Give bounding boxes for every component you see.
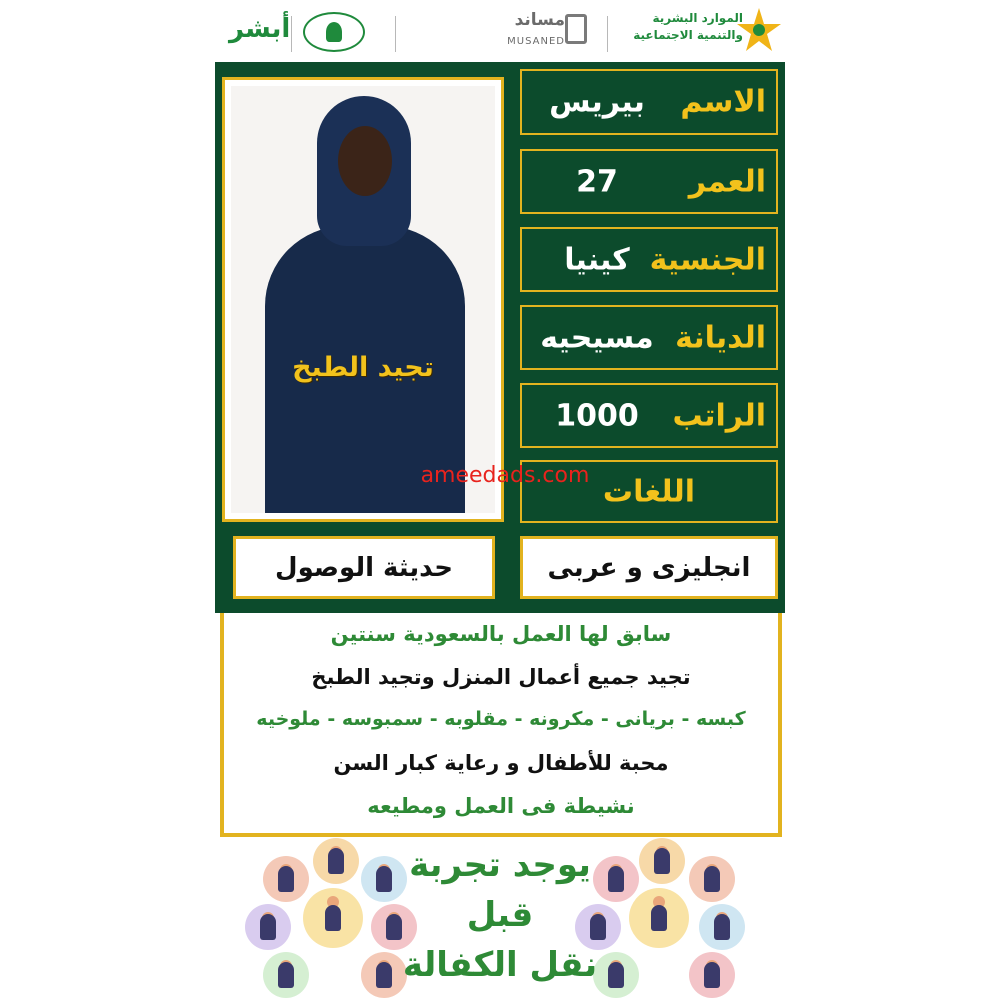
worker-photo	[222, 77, 504, 522]
header-divider	[291, 16, 292, 52]
info-panel	[215, 62, 785, 613]
name-value: بيريس	[549, 84, 645, 120]
worker-card	[215, 0, 785, 1000]
musaned-logo: مساند MUSANED	[507, 10, 565, 47]
musaned-house-icon	[565, 14, 587, 44]
maid-illustration-icon	[689, 952, 735, 998]
languages-value-box	[520, 536, 778, 599]
salary-value: 1000	[555, 398, 639, 433]
religion-value: مسيحيه	[540, 320, 654, 355]
absher-logo: أبشر	[229, 14, 291, 44]
arrival-status-box	[233, 536, 495, 599]
nationality-field	[520, 227, 778, 292]
nationality-label: الجنسية	[649, 242, 766, 277]
watermark: ameedads.com	[420, 463, 590, 488]
experience-line: سابق لها العمل بالسعودية سنتين	[330, 622, 672, 646]
childcare-line: محبة للأطفال و رعاية كبار السن	[333, 751, 669, 775]
name-field	[520, 69, 778, 135]
religion-field	[520, 305, 778, 370]
header	[215, 0, 785, 62]
languages-label: اللغات	[602, 474, 696, 509]
maid-illustration-icon	[689, 856, 735, 902]
trial-banner	[215, 838, 785, 1000]
header-divider	[395, 16, 396, 52]
age-value: 27	[576, 164, 618, 199]
saudi-seal-icon	[303, 12, 365, 52]
header-divider	[607, 16, 608, 52]
name-label: الاسم	[680, 84, 766, 120]
trial-line-3: نقل الكفالة	[402, 945, 598, 985]
cooking-skill-label: تجيد الطبخ	[292, 352, 434, 383]
maid-illustration-icon	[263, 952, 309, 998]
dishes-line: كبسه - بريانى - مكرونه - مقلوبه - سمبوسه - ملوخيه	[256, 708, 746, 730]
maid-illustration-icon	[245, 904, 291, 950]
trial-line-2: قبل	[466, 895, 534, 935]
ministry-star-icon	[735, 6, 783, 54]
skills-section	[220, 613, 782, 837]
ministry-logo: الموارد البشرية والتنمية الاجتماعية	[633, 11, 743, 42]
age-label: العمر	[688, 164, 766, 199]
housework-line: تجيد جميع أعمال المنزل وتجيد الطبخ	[311, 665, 691, 689]
salary-label: الراتب	[672, 398, 766, 433]
activity-line: نشيطة فى العمل ومطيعه	[367, 794, 635, 818]
age-field	[520, 149, 778, 214]
salary-field	[520, 383, 778, 448]
trial-line-1: يوجد تجربة	[409, 845, 591, 885]
nationality-value: كينيا	[564, 242, 630, 277]
arrival-status: حديثة الوصول	[275, 552, 453, 583]
languages-value: انجليزى و عربى	[547, 552, 751, 583]
maid-illustration-icon	[699, 904, 745, 950]
maid-illustration-icon	[263, 856, 309, 902]
religion-label: الديانة	[675, 320, 766, 355]
